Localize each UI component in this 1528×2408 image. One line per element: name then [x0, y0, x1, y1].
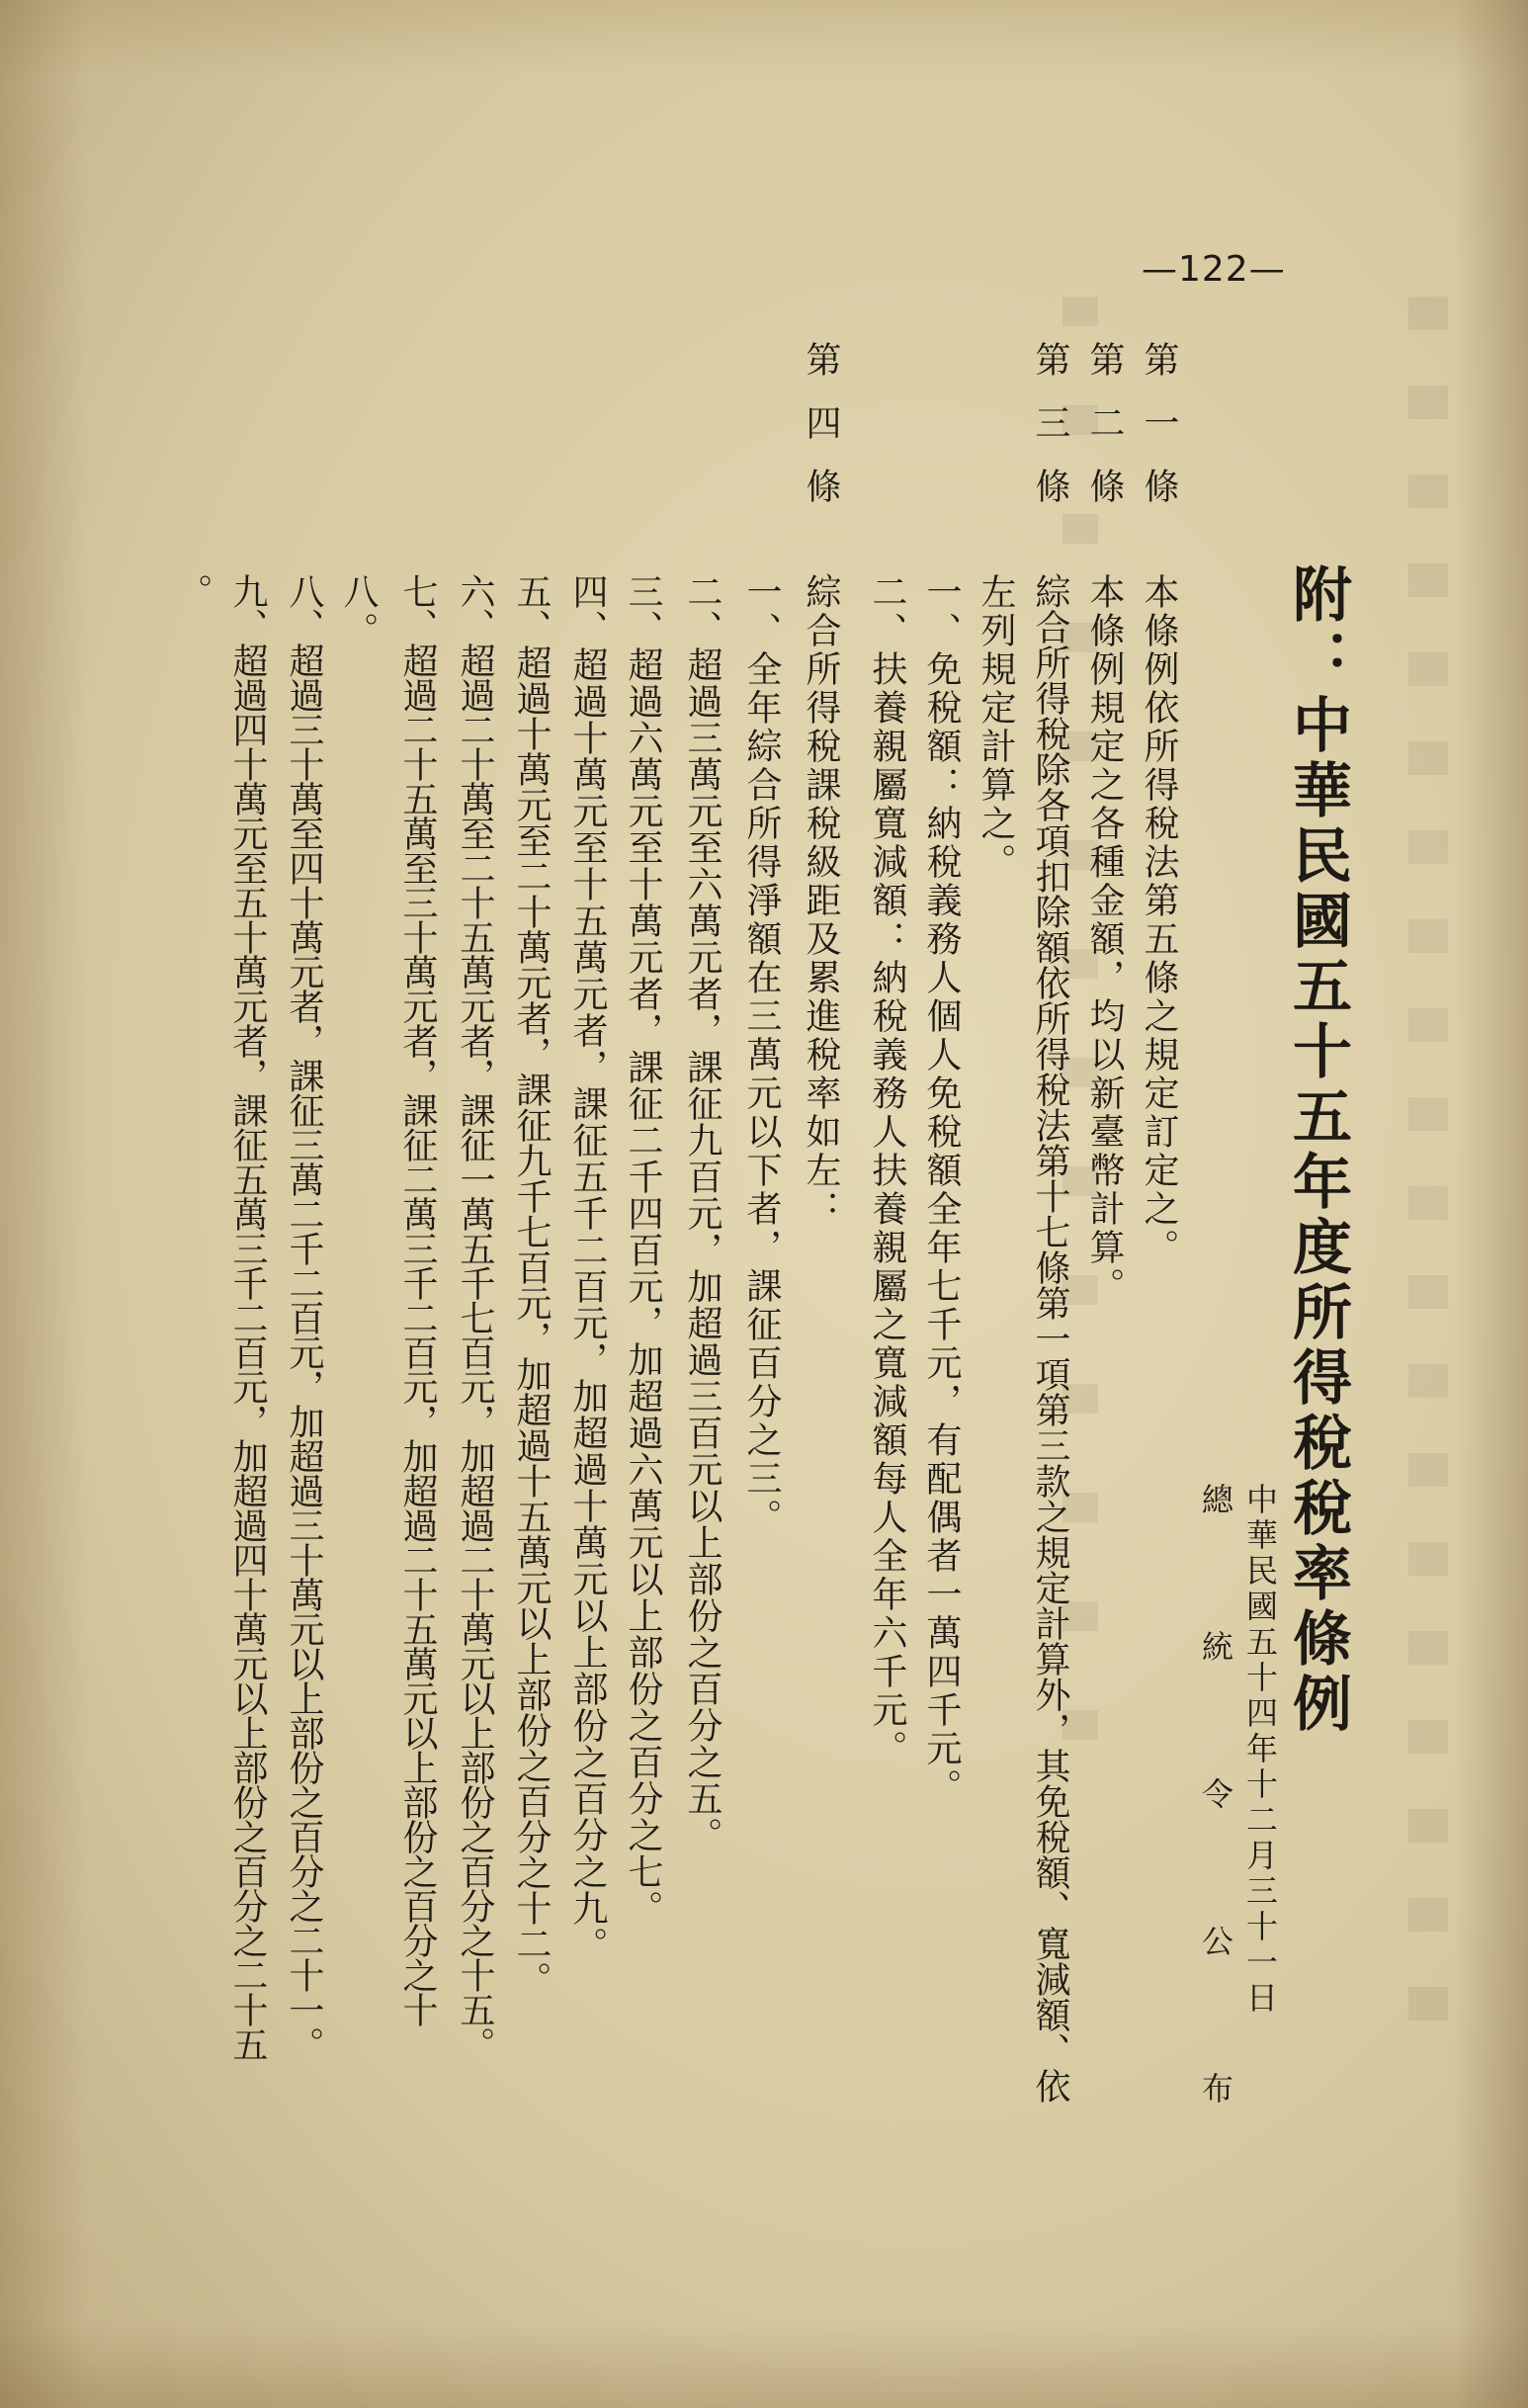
bracket-9: 九、超過四十萬元至五十萬元者，課征五萬三千二百元，加超過四十萬元以上部份之百分之二十五 [227, 573, 268, 2061]
article-1-text: 本條例依所得稅法第五條之規定訂定之。 [1139, 573, 1179, 1267]
bracket-7: 七、超過二十五萬至三十萬元者，課征二萬三千二百元，加超過二十五萬元以上部份之百分之十 [397, 573, 438, 2026]
article-2-text: 本條例規定之各種金額，均以新臺幣計算。 [1084, 573, 1125, 1306]
bracket-4: 四、超過十萬元至十五萬元者，課征五千二百元，加超過十萬元以上部份之百分之九。 [567, 573, 608, 1963]
article-3-item-1: 一、免稅額：納稅義務人個人免稅額全年七千元，有配偶者一萬四千元。 [921, 573, 962, 1807]
page-number: —122— [1142, 249, 1286, 290]
article-3-item-2: 二、扶養親屬寬減額：納稅義務人扶養親屬之寬減額每人全年六千元。 [867, 573, 907, 1768]
bracket-7-cont: 八。 [338, 573, 379, 650]
bracket-3: 三、超過六萬元至十萬元者，課征二千四百元，加超過六萬元以上部份之百分之七。 [623, 573, 663, 1927]
article-4-text: 綜合所得稅課稅級距及累進稅率如左： [801, 573, 841, 1229]
bracket-8: 八、超過三十萬至四十萬元者，課征三萬二千二百元，加超過三十萬元以上部份之百分之二十一。 [284, 573, 324, 2061]
article-3-text-cont: 左列規定計算之。 [976, 573, 1016, 882]
bracket-9-cont: 。 [172, 573, 212, 612]
promulgation-authority: 總統令公布 [1197, 1483, 1234, 2135]
article-1-label: 第一條 [1139, 341, 1179, 531]
article-3-text: 綜合所得稅除各項扣除額依所得稅法第十七條第一項第三款之規定計算外，其免稅額、寬減額、依 [1030, 573, 1070, 2104]
article-3-label: 第三條 [1030, 341, 1070, 531]
promulgation-date: 中華民國五十四年十二月三十一日 [1241, 1483, 1279, 2017]
bracket-5: 五、超過十萬元至二十萬元者，課征九千七百元，加超過十五萬元以上部份之百分之十二。 [511, 573, 552, 1997]
article-2-label: 第二條 [1084, 341, 1125, 531]
bracket-6: 六、超過二十萬至二十五萬元者，課征一萬五千七百元，加超過二十萬元以上部份之百分之十五。 [455, 573, 495, 2061]
bracket-1: 一、全年綜合所得淨額在三萬元以下者，課征百分之三。 [741, 573, 782, 1537]
bracket-2: 二、超過三萬元至六萬元者，課征九百元，加超過三百元以上部份之百分之五。 [682, 573, 722, 1853]
bleed-through-mark [1408, 297, 1448, 2076]
page-title: 附：中華民國五十五年度所得稅稅率條例 [1283, 563, 1352, 1738]
article-4-label: 第四條 [801, 341, 841, 531]
